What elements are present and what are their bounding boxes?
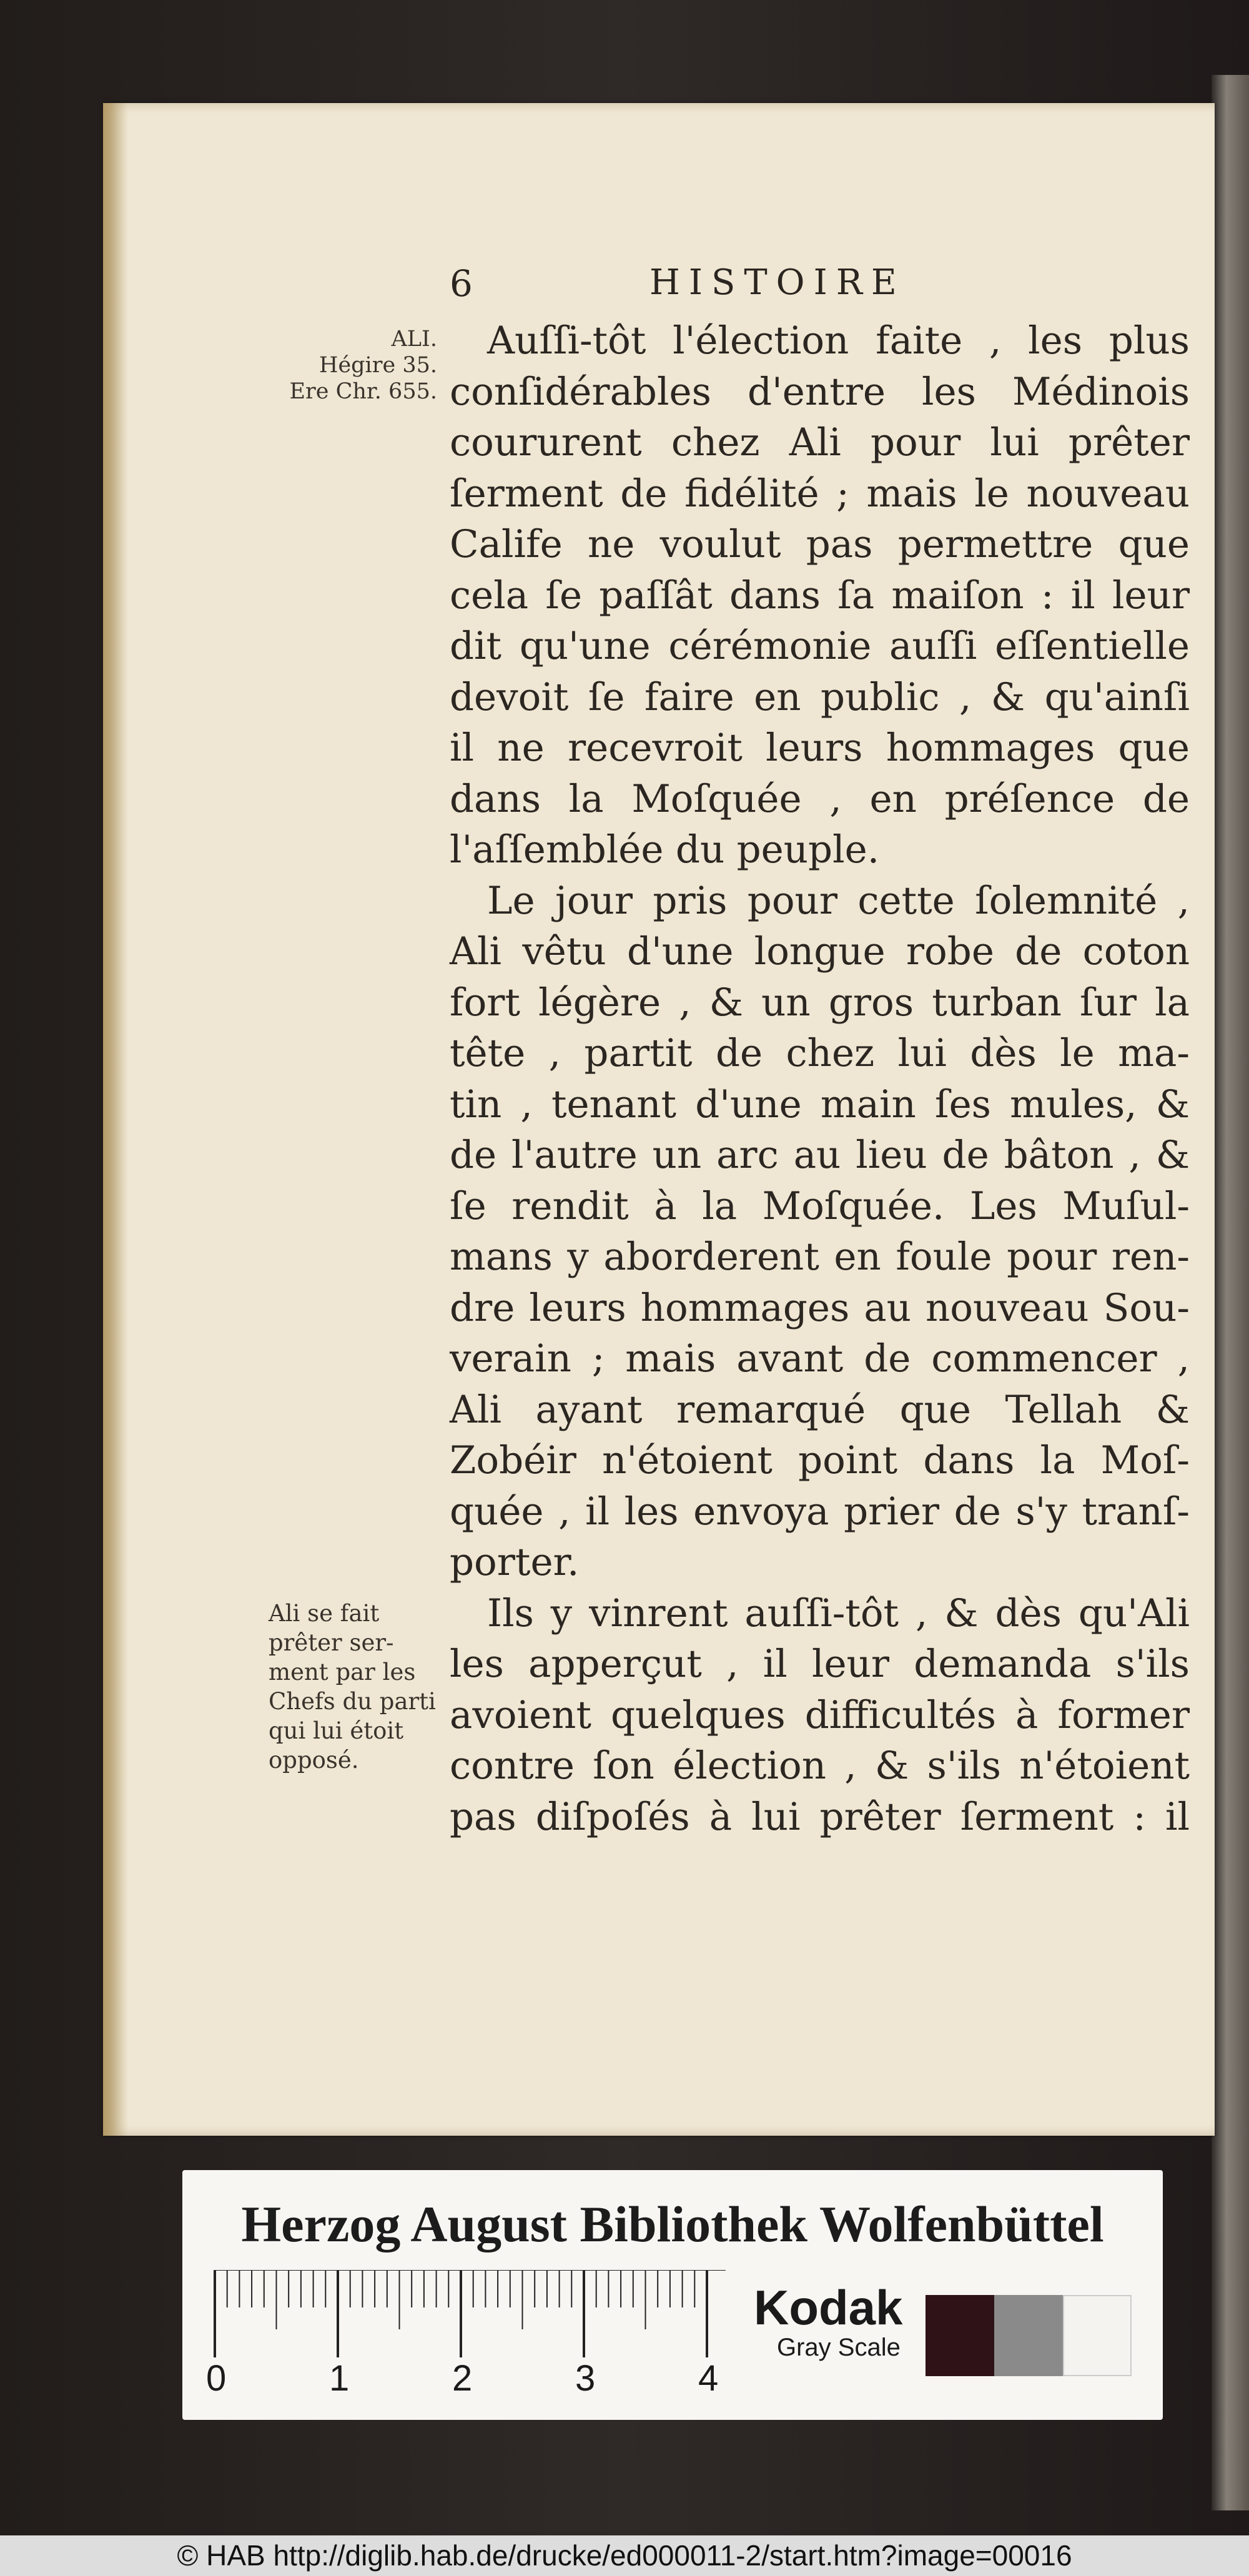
body-text: [450, 315, 1190, 1842]
gray-patch-dark: [926, 2295, 994, 2376]
running-title: HISTOIRE: [649, 262, 906, 303]
gray-patch-light: [1063, 2295, 1132, 2376]
ruler-label: 0: [206, 2358, 227, 2399]
margin-note-line: ment par les: [269, 1659, 416, 1685]
text-line: Auſſi-tôt l'élection faite , les plus: [487, 318, 1190, 363]
text-line: conſidérables d'entre les Médinois: [450, 369, 1190, 414]
text-line: dans la Moſquée , en préſence de: [450, 776, 1190, 821]
text-line: Le jour pris pour cette ſolemnité ,: [487, 878, 1190, 923]
ruler-ticks: [215, 2270, 707, 2357]
color-target-card: [182, 2170, 1163, 2420]
text-line: Ali vêtu d'une longue robe de coton: [450, 929, 1190, 974]
text-line: dre leurs hommages au nouveau Sou-: [450, 1285, 1190, 1330]
kodak-logo: Kodak: [754, 2280, 903, 2335]
text-line: il ne recevroit leurs hommages que: [450, 726, 1190, 770]
text-line: verain ; mais avant de commencer ,: [450, 1336, 1190, 1381]
ruler-scale: [214, 2270, 726, 2364]
page-number: 6: [450, 262, 473, 305]
ruler-label: 2: [452, 2358, 473, 2399]
margin-note-line: prêter ser-: [269, 1629, 394, 1656]
footer-attribution: © HAB http://diglib.hab.de/drucke/ed000011-2/start.htm?image=00016: [0, 2535, 1249, 2576]
page-header: [450, 262, 1174, 312]
text-line: avoient quelques difficultés à former: [450, 1692, 1190, 1737]
ruler-label: 1: [329, 2358, 350, 2399]
text-line: Calife ne voulut pas permettre que: [450, 522, 1190, 566]
text-line: Ali ayant remarqué que Tellah &: [450, 1387, 1190, 1432]
text-line: porter.: [450, 1540, 580, 1584]
adjacent-page-edge: [1212, 75, 1249, 2510]
text-line: Zobéir n'étoient point dans la Moſ-: [450, 1438, 1190, 1483]
margin-note-line: ALI.: [391, 327, 437, 352]
text-line: contre ſon élection , & s'ils n'étoient: [450, 1744, 1190, 1788]
text-line: cela ſe paſſât dans ſa maiſon : il leur: [450, 573, 1190, 618]
margin-note-line: Chefs du parti: [269, 1688, 436, 1715]
text-line: fort légère , & un gros turban ſur la: [450, 980, 1190, 1025]
ruler-label: 3: [575, 2358, 596, 2399]
page-gutter-shadow: [103, 103, 128, 2136]
margin-note-line: qui lui étoit: [269, 1717, 404, 1744]
text-line: devoit ſe faire en public , & qu'ainſi: [450, 674, 1190, 719]
text-line: ſerment de fidélité ; mais le nouveau: [450, 471, 1190, 516]
text-line: tin , tenant d'une main ſes mules, &: [450, 1082, 1190, 1127]
text-line: coururent chez Ali pour lui prêter: [450, 420, 1190, 465]
text-line: mans y aborderent en foule pour ren-: [450, 1235, 1190, 1279]
library-name: Herzog August Bibliothek Wolfenbüttel: [241, 2196, 1104, 2253]
margin-note-line: Ali se fait: [269, 1600, 380, 1627]
text-line: les apperçut , il leur demanda s'ils: [450, 1642, 1190, 1686]
text-line: ſe rendit à la Moſquée. Les Muſul-: [450, 1183, 1190, 1228]
margin-note-line: Ere Chr. 655.: [289, 379, 437, 404]
margin-note-date: [250, 326, 437, 405]
gray-patch-mid: [994, 2295, 1063, 2376]
gray-scale-label: Gray Scale: [777, 2334, 901, 2361]
margin-note-line: opposé.: [269, 1747, 359, 1774]
text-line: de l'autre un arc au lieu de bâton , &: [450, 1133, 1190, 1177]
ruler-label: 4: [698, 2358, 719, 2399]
text-line: quée , il les envoya prier de s'y tranſ-: [450, 1489, 1190, 1534]
text-line: pas diſpoſés à lui prêter ſerment : il: [450, 1794, 1190, 1839]
margin-note-line: Hégire 35.: [318, 353, 437, 378]
text-line: tête , partit de chez lui dès le ma-: [450, 1031, 1190, 1075]
text-line: l'aſſemblée du peuple.: [450, 827, 880, 872]
text-line: Ils y vinrent auſſi-tôt , & dès qu'Ali: [487, 1591, 1190, 1636]
text-line: dit qu'une cérémonie auſſi eſſentielle: [450, 624, 1190, 668]
margin-note-summary: [269, 1599, 475, 1775]
